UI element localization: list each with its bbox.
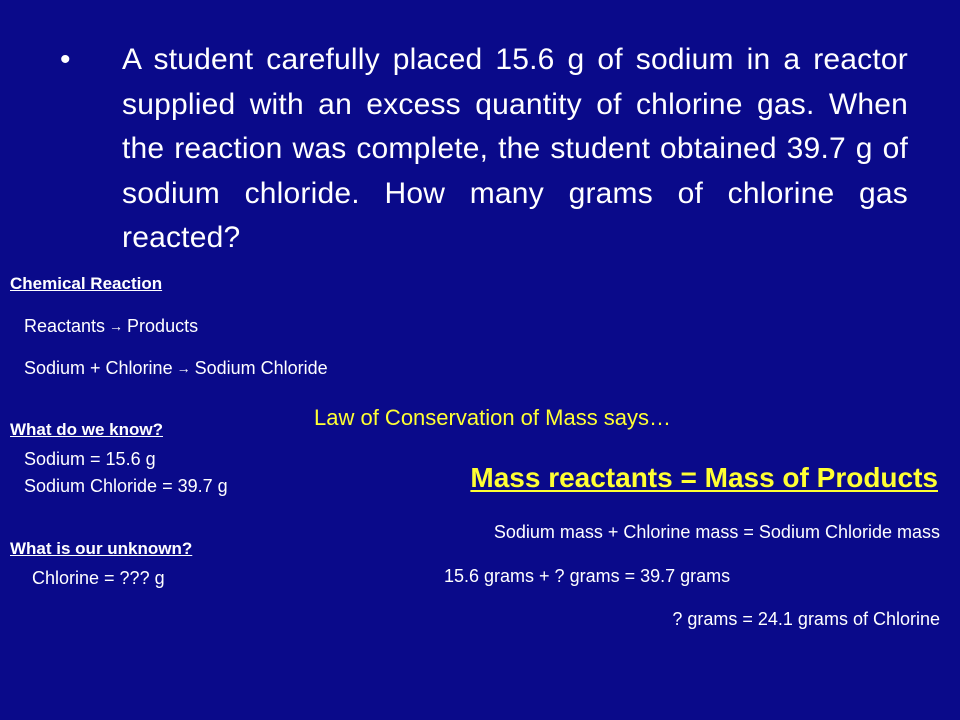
law-step-2: 15.6 grams + ? grams = 39.7 grams (444, 566, 731, 586)
known-heading: What do we know? (10, 420, 163, 439)
law-statement: Mass reactants = Mass of Products (470, 462, 938, 493)
chemical-reaction-heading: Chemical Reaction (10, 274, 163, 293)
law-step-3: ? grams = 24.1 grams of Chlorine (672, 609, 940, 629)
question-text: A student carefully placed 15.6 g of sodium in a reactor supplied with an excess quantity of chlorine gas. When the reaction was complete, the student obtained 39.7 g of sodium chloride. How many grams of chlorine gas reacted? (122, 43, 908, 254)
general-equation (24, 316, 198, 337)
bullet-icon: • (60, 43, 71, 76)
specific-reactants: Sodium + Chlorine (24, 358, 173, 378)
right-arrow-icon: → (109, 318, 124, 334)
specific-products: Sodium Chloride (194, 358, 328, 378)
law-step-1: Sodium mass + Chlorine mass = Sodium Chloride mass (493, 522, 940, 542)
right-arrow-icon: → (176, 360, 191, 376)
known-sodium: Sodium = 15.6 g (24, 449, 156, 469)
law-intro: Law of Conservation of Mass says… (314, 405, 672, 430)
products-label: Products (127, 316, 199, 336)
unknown-heading: What is our unknown? (10, 539, 193, 558)
unknown-chlorine: Chlorine = ??? g (32, 568, 165, 588)
reactants-label: Reactants (24, 316, 106, 336)
known-sodium-chloride: Sodium Chloride = 39.7 g (24, 476, 228, 496)
specific-equation (24, 358, 328, 379)
